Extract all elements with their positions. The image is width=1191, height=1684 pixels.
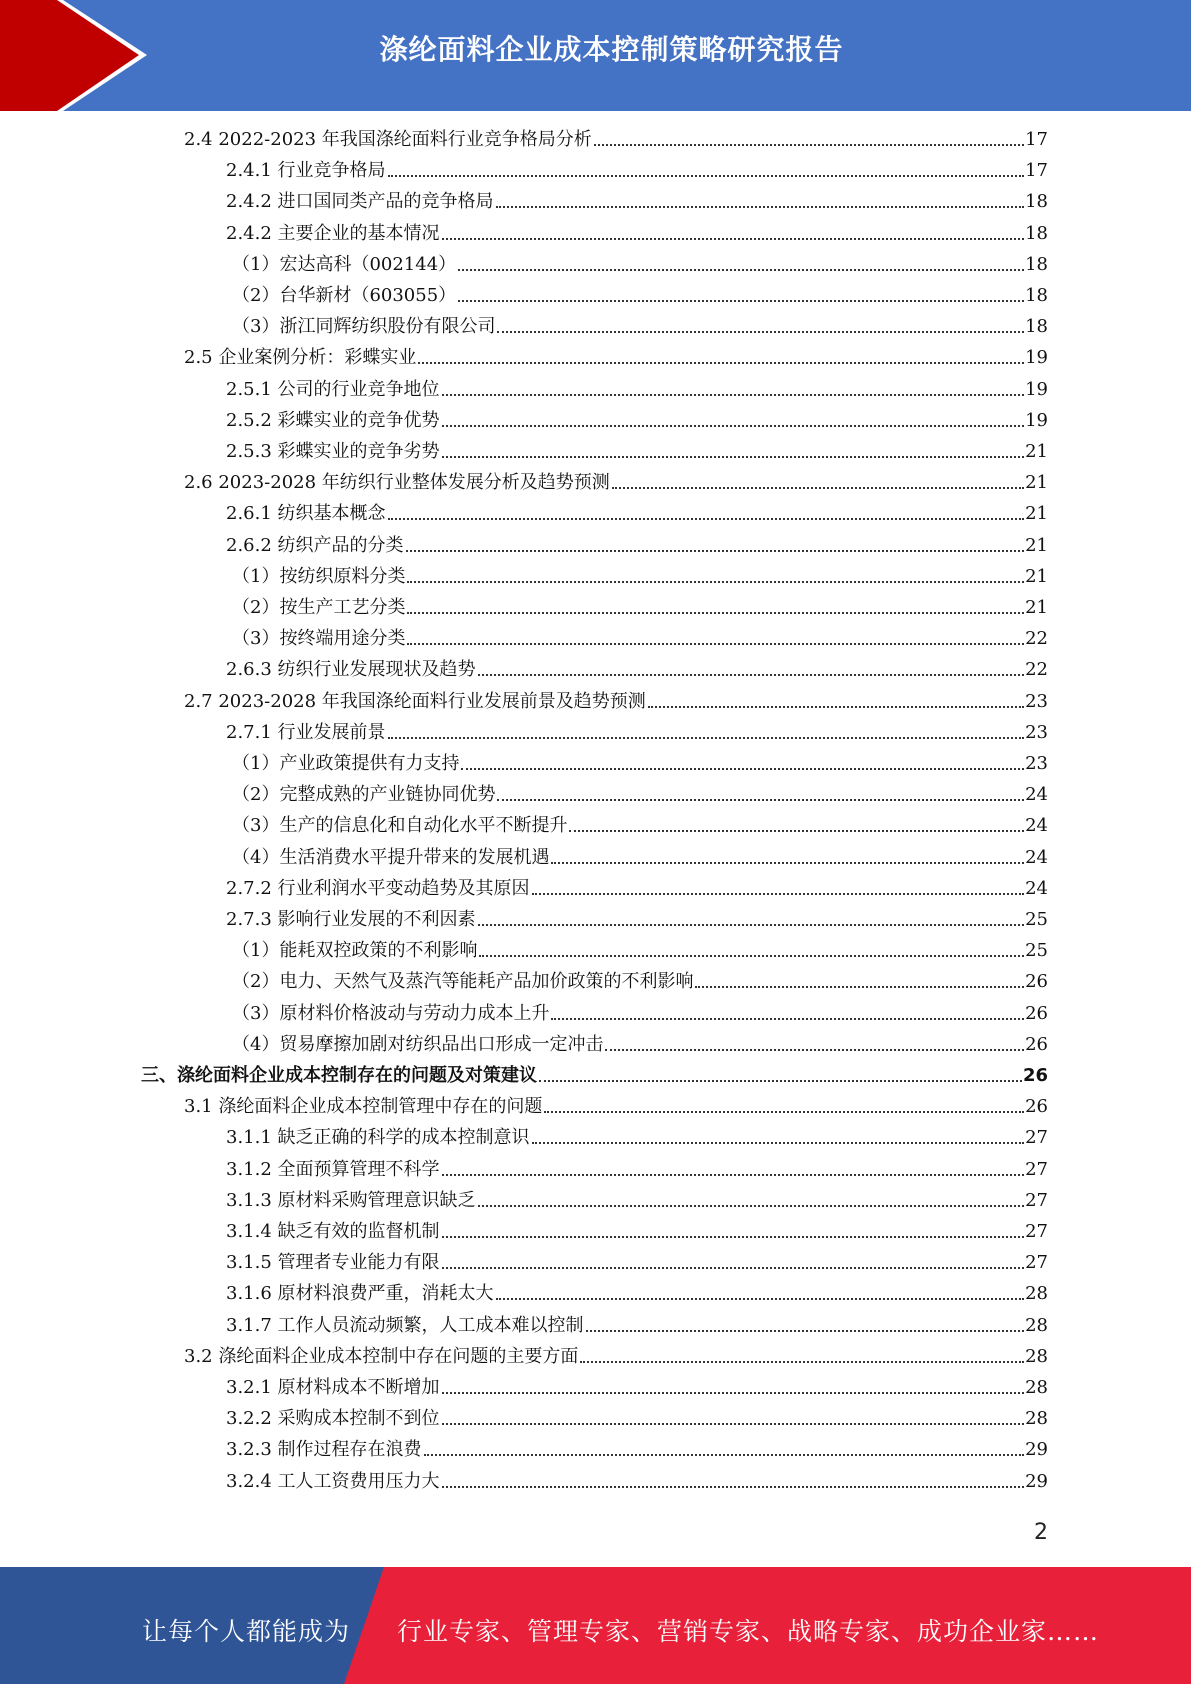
toc-entry-title: 2.6.2 纺织产品的分类 (226, 534, 404, 556)
toc-entry[interactable] (226, 656, 1048, 684)
header-band (0, 0, 1191, 111)
toc-entry-page: 18 (1025, 285, 1048, 306)
toc-dot-leader (605, 1049, 1024, 1051)
toc-dot-leader (612, 487, 1024, 489)
toc-entry[interactable] (226, 1374, 1048, 1402)
toc-entry-page: 27 (1025, 1158, 1048, 1180)
toc-entry[interactable] (226, 906, 1048, 934)
toc-entry-page: 28 (1025, 1283, 1048, 1305)
toc-entry[interactable] (184, 344, 1048, 372)
toc-entry-title: 2.5 企业案例分析：彩蝶实业 (184, 347, 417, 369)
toc-entry-title: 2.7.1 行业发展前景 (226, 721, 386, 743)
toc-entry-page: 21 (1025, 472, 1048, 494)
toc-entry-page: 19 (1025, 347, 1048, 369)
toc-entry-title: 2.7.2 行业利润水平变动趋势及其原因 (226, 877, 530, 899)
toc-entry-page: 26 (1025, 1096, 1048, 1118)
toc-dot-leader (406, 550, 1025, 552)
toc-entry[interactable] (232, 251, 1048, 279)
toc-dot-leader (388, 518, 1025, 520)
toc-entry-title: 3.2.3 制作过程存在浪费 (226, 1439, 422, 1461)
toc-entry-page: 23 (1025, 690, 1048, 712)
toc-dot-leader (442, 1236, 1025, 1238)
toc-dot-leader (407, 581, 1024, 583)
toc-entry-title: （1）能耗双控政策的不利影响 (232, 940, 478, 962)
toc-entry-page: 29 (1025, 1470, 1048, 1492)
toc-entry-title: 3.1.2 全面预算管理不科学 (226, 1158, 440, 1180)
toc-entry-title: （2）台华新材（603055） (232, 285, 457, 306)
toc-entry-title: （2）电力、天然气及蒸汽等能耗产品加价政策的不利影响 (232, 971, 694, 993)
toc-entry[interactable] (226, 1187, 1048, 1215)
document-title: 涤纶面料企业成本控制策略研究报告 (379, 33, 844, 66)
toc-entry-title: 3.2.1 原材料成本不断增加 (226, 1377, 440, 1398)
toc-dot-leader (478, 1205, 1025, 1207)
toc-entry[interactable] (226, 1405, 1048, 1433)
toc-entry[interactable] (226, 1218, 1048, 1246)
toc-dot-leader (388, 175, 1025, 177)
toc-entry[interactable] (226, 1249, 1048, 1277)
toc-entry[interactable] (226, 1468, 1048, 1496)
toc-entry-title: （3）按终端用途分类 (232, 628, 406, 650)
toc-entry[interactable] (226, 1124, 1048, 1152)
toc-entry-title: （2）完整成熟的产业链协同优势 (232, 784, 496, 806)
toc-entry[interactable] (226, 1436, 1048, 1464)
toc-entry[interactable] (232, 750, 1048, 778)
toc-entry-page: 22 (1025, 628, 1048, 650)
toc-entry-page: 27 (1025, 1127, 1048, 1149)
toc-entry[interactable] (232, 282, 1048, 310)
toc-entry-title: 3.1.1 缺乏正确的科学的成本控制意识 (226, 1127, 530, 1149)
toc-dot-leader (532, 1142, 1025, 1144)
toc-entry-page: 17 (1025, 129, 1048, 150)
toc-entry-title: （3）生产的信息化和自动化水平不断提升 (232, 815, 568, 837)
toc-dot-leader (497, 799, 1024, 801)
toc-dot-leader (496, 206, 1025, 208)
toc-entry-page: 19 (1025, 378, 1048, 400)
toc-entry-title: 2.6 2023-2028 年纺织行业整体发展分析及趋势预测 (184, 472, 610, 494)
toc-dot-leader (458, 269, 1024, 271)
toc-entry[interactable] (226, 719, 1048, 747)
toc-entry-title: 3.2.4 工人工资费用压力大 (226, 1470, 440, 1492)
toc-entry[interactable] (184, 688, 1048, 716)
toc-entry-title: （1）产业政策提供有力支持 (232, 753, 460, 774)
toc-entry-page: 27 (1025, 1189, 1048, 1211)
toc-entry-page: 24 (1025, 784, 1048, 806)
toc-dot-leader (551, 1018, 1024, 1020)
footer-band (0, 1567, 1191, 1684)
toc-dot-leader (442, 1174, 1025, 1176)
toc-dot-leader (532, 893, 1025, 895)
toc-entry-title: 2.4.1 行业竞争格局 (226, 160, 386, 182)
toc-entry-title: 2.6.1 纺织基本概念 (226, 503, 386, 525)
toc-entry-title: 3.2.2 采购成本控制不到位 (226, 1408, 440, 1430)
toc-entry-title: 3.1.3 原材料采购管理意识缺乏 (226, 1189, 476, 1211)
toc-entry-title: 2.7 2023-2028 年我国涤纶面料行业发展前景及趋势预测 (184, 690, 646, 712)
toc-entry-title: 2.5.3 彩蝶实业的竞争劣势 (226, 441, 440, 462)
toc-entry-title: （1）按纺织原料分类 (232, 565, 406, 587)
toc-dot-leader (695, 986, 1024, 988)
toc-entry-page: 24 (1025, 846, 1048, 868)
toc-dot-leader (544, 1111, 1024, 1113)
toc-dot-leader (580, 1361, 1024, 1363)
toc-entry-title: 2.5.2 彩蝶实业的竞争优势 (226, 409, 440, 431)
toc-entry[interactable] (226, 157, 1048, 185)
toc-entry-page: 24 (1025, 815, 1048, 837)
toc-entry[interactable] (232, 812, 1048, 840)
toc-dot-leader (478, 924, 1025, 926)
toc-entry[interactable] (184, 1093, 1048, 1121)
toc-dot-leader (594, 144, 1024, 146)
toc-entry-page: 21 (1025, 441, 1048, 462)
toc-entry-title: （3）浙江同辉纺织股份有限公司 (232, 316, 496, 338)
toc-entry-title: 3.1.7 工作人员流动频繁，人工成本难以控制 (226, 1314, 584, 1336)
toc-entry-page: 28 (1025, 1408, 1048, 1430)
toc-entry-page: 28 (1025, 1345, 1048, 1367)
toc-dot-leader (458, 300, 1024, 302)
toc-entry[interactable] (232, 594, 1048, 622)
toc-entry-page: 25 (1025, 940, 1048, 962)
toc-dot-leader (461, 768, 1024, 770)
page-number: 2 (1034, 1520, 1048, 1545)
toc-dot-leader (569, 830, 1024, 832)
toc-dot-leader (496, 1298, 1025, 1300)
toc-entry[interactable] (232, 1000, 1048, 1028)
toc-entry[interactable] (232, 313, 1048, 341)
toc-entry[interactable] (232, 1031, 1048, 1059)
toc-entry-title: 3.1.6 原材料浪费严重，消耗太大 (226, 1283, 494, 1305)
toc-entry-page: 25 (1025, 909, 1048, 930)
toc-entry[interactable] (226, 1280, 1048, 1308)
toc-entry[interactable] (232, 968, 1048, 996)
toc-dot-leader (442, 238, 1025, 240)
toc-dot-leader (497, 331, 1024, 333)
toc-entry-page: 28 (1025, 1377, 1048, 1398)
toc-entry-page: 21 (1025, 534, 1048, 556)
toc-entry[interactable] (232, 563, 1048, 591)
toc-entry[interactable] (226, 532, 1048, 560)
toc-entry-page: 26 (1025, 1002, 1048, 1024)
toc-entry-page: 22 (1025, 659, 1048, 681)
toc-entry-page: 18 (1025, 191, 1048, 213)
toc-entry-page: 27 (1025, 1252, 1048, 1274)
toc-dot-leader (424, 1454, 1025, 1456)
toc-entry[interactable] (184, 469, 1048, 497)
toc-dot-leader (442, 425, 1025, 427)
toc-dot-leader (442, 1267, 1025, 1269)
toc-entry-page: 23 (1025, 721, 1048, 743)
toc-entry[interactable] (184, 1343, 1048, 1371)
toc-entry[interactable] (226, 376, 1048, 404)
toc-entry[interactable] (141, 1062, 1048, 1090)
toc-entry[interactable] (226, 1312, 1048, 1340)
toc-dot-leader (479, 955, 1024, 957)
toc-dot-leader (442, 1486, 1025, 1488)
toc-entry-title: 2.5.1 公司的行业竞争地位 (226, 378, 440, 400)
toc-entry-page: 17 (1025, 160, 1048, 182)
toc-dot-leader (407, 643, 1024, 645)
toc-entry[interactable] (232, 937, 1048, 965)
toc-entry-title: 3.2 涤纶面料企业成本控制中存在问题的主要方面 (184, 1345, 579, 1367)
toc-dot-leader (407, 612, 1024, 614)
toc-entry-page: 23 (1025, 753, 1048, 774)
toc-entry-page: 21 (1025, 503, 1048, 525)
toc-entry-page: 18 (1025, 222, 1048, 244)
footer-slogan-right: 行业专家、管理专家、营销专家、战略专家、成功企业家…… (397, 1617, 1100, 1646)
toc-entry-page: 18 (1025, 316, 1048, 338)
toc-entry-page: 24 (1025, 877, 1048, 899)
toc-entry[interactable] (226, 438, 1048, 466)
toc-dot-leader (442, 1392, 1025, 1394)
toc-entry[interactable] (226, 875, 1048, 903)
toc-entry-title: 2.6.3 纺织行业发展现状及趋势 (226, 659, 476, 681)
toc-entry-page: 29 (1025, 1439, 1048, 1461)
toc-entry-title: 2.4.2 主要企业的基本情况 (226, 222, 440, 244)
toc-dot-leader (586, 1330, 1025, 1332)
toc-entry-title: （4）贸易摩擦加剧对纺织品出口形成一定冲击 (232, 1033, 604, 1055)
toc-dot-leader (648, 706, 1024, 708)
toc-entry-page: 21 (1025, 597, 1048, 618)
toc-entry-title: （1）宏达高科（002144） (232, 253, 457, 275)
footer-slogan-left: 让每个人都能成为 (142, 1617, 351, 1646)
toc-dot-leader (442, 456, 1025, 458)
toc-dot-leader (478, 674, 1025, 676)
toc-entry-title: 2.4 2022-2023 年我国涤纶面料行业竞争格局分析 (184, 129, 592, 150)
toc-entry-title: 三、涤纶面料企业成本控制存在的问题及对策建议 (141, 1065, 537, 1086)
toc-entry-title: （3）原材料价格波动与劳动力成本上升 (232, 1002, 550, 1024)
toc-entry-page: 26 (1025, 1033, 1048, 1055)
toc-entry[interactable] (226, 1156, 1048, 1184)
toc-entry[interactable] (226, 500, 1048, 528)
toc-dot-leader (418, 362, 1024, 364)
toc-dot-leader (442, 394, 1025, 396)
toc-entry-title: （4）生活消费水平提升带来的发展机遇 (232, 846, 550, 868)
toc-entry-page: 18 (1025, 253, 1048, 275)
toc-dot-leader (551, 862, 1024, 864)
toc-dot-leader (388, 737, 1025, 739)
toc-entry[interactable] (226, 220, 1048, 248)
toc-entry[interactable] (184, 126, 1048, 154)
toc-entry-title: 2.7.3 影响行业发展的不利因素 (226, 909, 476, 930)
toc-entry[interactable] (232, 844, 1048, 872)
toc-entry[interactable] (232, 625, 1048, 653)
toc-entry[interactable] (226, 188, 1048, 216)
toc-entry-title: 3.1.4 缺乏有效的监督机制 (226, 1221, 440, 1242)
toc-entry-page: 21 (1025, 565, 1048, 587)
toc-entry[interactable] (226, 407, 1048, 435)
toc-entry-title: 2.4.2 进口国同类产品的竞争格局 (226, 191, 494, 213)
toc-entry-title: 3.1.5 管理者专业能力有限 (226, 1252, 440, 1274)
toc-entry-title: 3.1 涤纶面料企业成本控制管理中存在的问题 (184, 1096, 543, 1118)
toc-entry-page: 19 (1025, 409, 1048, 431)
toc-entry-page: 28 (1025, 1314, 1048, 1336)
toc-entry-page: 26 (1025, 971, 1048, 993)
toc-entry-title: （2）按生产工艺分类 (232, 597, 406, 618)
toc-dot-leader (539, 1080, 1022, 1082)
toc-entry[interactable] (232, 781, 1048, 809)
toc-dot-leader (442, 1423, 1025, 1425)
toc-entry-page: 26 (1022, 1065, 1048, 1086)
toc-entry-page: 27 (1025, 1221, 1048, 1242)
